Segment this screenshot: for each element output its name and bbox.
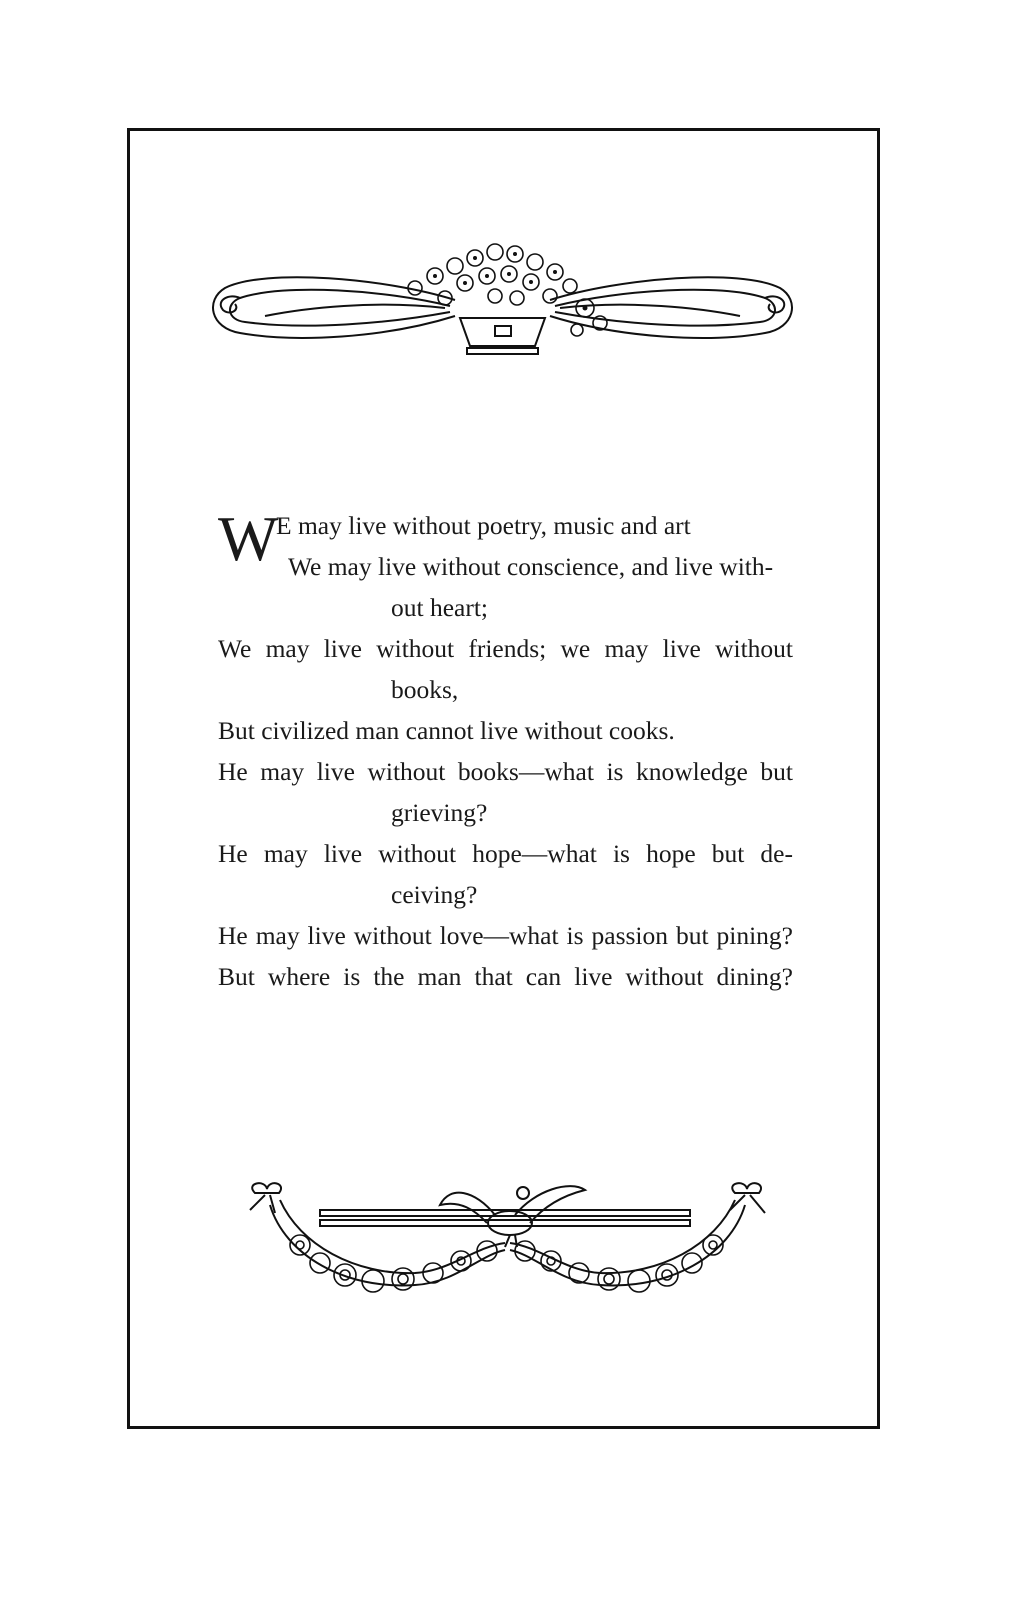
poem-line: But civilized man cannot live without cooks. bbox=[218, 716, 675, 745]
poem-line: He may live without hope—what is hope but de- bbox=[218, 839, 793, 868]
poem-line: He may live without love—what is passion but pining? bbox=[218, 921, 793, 950]
poem-line: But where is the man that can live without dining? bbox=[218, 962, 793, 991]
poem-line: ceiving? bbox=[391, 880, 478, 909]
poem-line: out heart; bbox=[391, 593, 489, 622]
floral-basket-ornament bbox=[205, 238, 800, 360]
first-line-text: E may live without poetry, music and art bbox=[276, 511, 691, 540]
poem-line: grieving? bbox=[391, 798, 488, 827]
poem-line: He may live without books—what is knowledge but bbox=[218, 757, 793, 786]
poem-line: We may live without friends; we may live without bbox=[218, 634, 793, 663]
poem bbox=[218, 505, 793, 997]
poem-line: We may live without conscience, and live with- bbox=[288, 552, 774, 581]
poem-line: books, bbox=[391, 675, 459, 704]
drop-cap: W bbox=[218, 503, 279, 574]
dove-garland-ornament bbox=[225, 1175, 790, 1325]
